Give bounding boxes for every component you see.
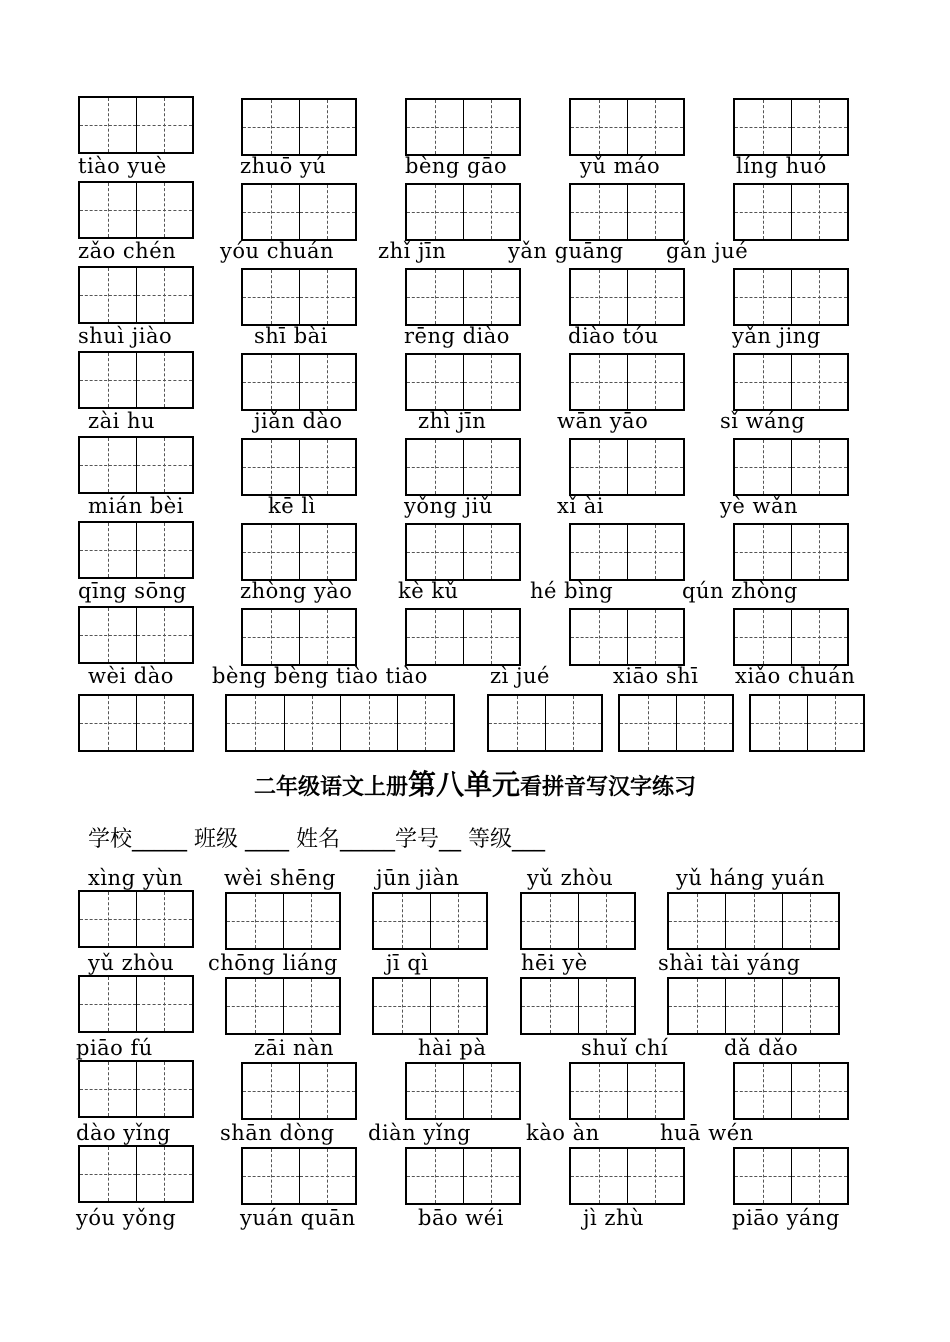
- character-writing-grid[interactable]: [241, 268, 357, 326]
- character-writing-grid[interactable]: [78, 181, 194, 239]
- pinyin-label: qún zhòng: [682, 579, 798, 603]
- writing-cell[interactable]: [80, 98, 136, 152]
- pinyin-label: xǐ ài: [557, 494, 604, 518]
- character-writing-grid[interactable]: [78, 1145, 194, 1203]
- writing-cell[interactable]: [80, 523, 136, 577]
- writing-cell[interactable]: [782, 979, 838, 1033]
- character-writing-grid[interactable]: [405, 268, 521, 326]
- pinyin-label: zǎo chén: [78, 239, 177, 263]
- writing-cell[interactable]: [136, 608, 192, 662]
- writing-cell[interactable]: [735, 440, 791, 494]
- pinyin-label: yǔ háng yuán: [676, 866, 826, 890]
- pinyin-label: diào tóu: [568, 324, 659, 348]
- character-writing-grid[interactable]: [78, 975, 194, 1033]
- character-writing-grid[interactable]: [733, 98, 849, 156]
- writing-cell[interactable]: [80, 608, 136, 662]
- character-writing-grid[interactable]: [78, 606, 194, 664]
- writing-cell[interactable]: [136, 183, 192, 237]
- character-writing-grid[interactable]: [241, 98, 357, 156]
- writing-cell[interactable]: [669, 979, 725, 1033]
- writing-cell[interactable]: [627, 355, 683, 409]
- pinyin-label: zhòng yào: [240, 579, 353, 603]
- pinyin-label: rēng diào: [404, 324, 510, 348]
- writing-cell[interactable]: [407, 525, 463, 579]
- pinyin-label: shuì jiào: [78, 324, 173, 348]
- pinyin-label: wèi shēng: [224, 866, 336, 890]
- pinyin-label: zài hu: [88, 409, 156, 433]
- writing-cell[interactable]: [340, 696, 397, 750]
- writing-cell[interactable]: [725, 979, 781, 1033]
- writing-cell[interactable]: [136, 268, 192, 322]
- pinyin-label: wān yāo: [557, 409, 649, 433]
- writing-cell[interactable]: [80, 1147, 136, 1201]
- pinyin-label: yuán quān: [240, 1206, 356, 1230]
- character-writing-grid[interactable]: [225, 977, 341, 1035]
- pinyin-label: jì zhù: [583, 1206, 645, 1230]
- pinyin-label: bèng gāo: [405, 154, 508, 178]
- character-writing-grid[interactable]: [372, 892, 488, 950]
- pinyin-label: xìng yùn: [88, 866, 184, 890]
- pinyin-label: yóu yǒng: [76, 1206, 177, 1230]
- writing-cell[interactable]: [782, 894, 838, 948]
- character-writing-grid[interactable]: [405, 608, 521, 666]
- pinyin-label: líng huó: [736, 154, 827, 178]
- character-writing-grid[interactable]: [78, 266, 194, 324]
- writing-cell[interactable]: [407, 1064, 463, 1118]
- writing-cell[interactable]: [243, 270, 299, 324]
- pinyin-label: chōng liáng: [208, 951, 338, 975]
- writing-cell[interactable]: [669, 894, 725, 948]
- writing-cell[interactable]: [571, 525, 627, 579]
- writing-cell[interactable]: [627, 270, 683, 324]
- writing-cell[interactable]: [571, 1149, 627, 1203]
- writing-cell[interactable]: [578, 979, 634, 1033]
- writing-cell[interactable]: [407, 1149, 463, 1203]
- character-writing-grid[interactable]: [78, 694, 194, 752]
- character-writing-grid[interactable]: [405, 183, 521, 241]
- writing-cell[interactable]: [735, 1149, 791, 1203]
- character-writing-grid[interactable]: [241, 183, 357, 241]
- character-writing-grid[interactable]: [241, 523, 357, 581]
- writing-cell[interactable]: [80, 268, 136, 322]
- writing-cell[interactable]: [571, 610, 627, 664]
- pinyin-label: zì jué: [490, 664, 550, 688]
- writing-cell[interactable]: [791, 1149, 847, 1203]
- pinyin-label: sǐ wáng: [720, 409, 806, 433]
- writing-cell[interactable]: [627, 1149, 683, 1203]
- pinyin-label: yè wǎn: [720, 494, 798, 518]
- writing-cell[interactable]: [397, 696, 454, 750]
- character-writing-grid[interactable]: [520, 977, 636, 1035]
- writing-cell[interactable]: [136, 1062, 192, 1116]
- writing-cell[interactable]: [136, 438, 192, 492]
- writing-cell[interactable]: [227, 696, 284, 750]
- writing-cell[interactable]: [374, 979, 430, 1033]
- character-writing-grid[interactable]: [733, 183, 849, 241]
- writing-cell[interactable]: [283, 894, 339, 948]
- character-writing-grid[interactable]: [241, 1062, 357, 1120]
- character-writing-grid[interactable]: [667, 892, 840, 950]
- writing-cell[interactable]: [571, 1064, 627, 1118]
- character-writing-grid[interactable]: [225, 892, 341, 950]
- writing-cell[interactable]: [735, 1064, 791, 1118]
- character-writing-grid[interactable]: [569, 438, 685, 496]
- writing-cell[interactable]: [791, 610, 847, 664]
- writing-cell[interactable]: [791, 185, 847, 239]
- writing-cell[interactable]: [136, 523, 192, 577]
- writing-cell[interactable]: [136, 98, 192, 152]
- writing-cell[interactable]: [627, 185, 683, 239]
- writing-cell[interactable]: [299, 610, 355, 664]
- pinyin-label: zāi nàn: [254, 1036, 335, 1060]
- character-writing-grid[interactable]: [225, 694, 455, 752]
- writing-cell[interactable]: [578, 894, 634, 948]
- writing-cell[interactable]: [299, 185, 355, 239]
- character-writing-grid[interactable]: [733, 353, 849, 411]
- pinyin-label: gǎn jué: [666, 239, 749, 263]
- character-writing-grid[interactable]: [618, 694, 734, 752]
- pinyin-label: kē lì: [268, 494, 316, 518]
- pinyin-label: qīng sōng: [78, 579, 187, 603]
- pinyin-label: yóu chuán: [220, 239, 335, 263]
- writing-cell[interactable]: [407, 610, 463, 664]
- writing-cell[interactable]: [791, 1064, 847, 1118]
- pinyin-label: bèng bèng tiào tiào: [212, 664, 428, 688]
- writing-cell[interactable]: [620, 696, 676, 750]
- character-writing-grid[interactable]: [78, 521, 194, 579]
- pinyin-label: dǎ dǎo: [724, 1036, 799, 1060]
- pinyin-label: piāo fú: [76, 1036, 153, 1060]
- pinyin-label: zhì jīn: [418, 409, 487, 433]
- writing-cell[interactable]: [463, 270, 519, 324]
- pinyin-label: piāo yáng: [732, 1206, 840, 1230]
- pinyin-label: shī bài: [254, 324, 328, 348]
- writing-cell[interactable]: [571, 440, 627, 494]
- writing-cell[interactable]: [571, 100, 627, 154]
- writing-cell[interactable]: [284, 696, 341, 750]
- pinyin-label: hé bìng: [530, 579, 614, 603]
- writing-cell[interactable]: [522, 894, 578, 948]
- writing-cell[interactable]: [407, 185, 463, 239]
- character-writing-grid[interactable]: [78, 96, 194, 154]
- writing-cell[interactable]: [299, 440, 355, 494]
- pinyin-label: zhǐ jīn: [378, 239, 447, 263]
- pinyin-label: wèi dào: [88, 664, 174, 688]
- character-writing-grid[interactable]: [733, 523, 849, 581]
- writing-cell[interactable]: [463, 1149, 519, 1203]
- writing-cell[interactable]: [407, 270, 463, 324]
- writing-cell[interactable]: [791, 270, 847, 324]
- writing-cell[interactable]: [243, 1064, 299, 1118]
- character-writing-grid[interactable]: [405, 1147, 521, 1205]
- writing-cell[interactable]: [227, 894, 283, 948]
- character-writing-grid[interactable]: [569, 1062, 685, 1120]
- pinyin-label: hài pà: [418, 1036, 487, 1060]
- pinyin-label: kè kǔ: [398, 579, 459, 603]
- character-writing-grid[interactable]: [569, 98, 685, 156]
- writing-cell[interactable]: [807, 696, 863, 750]
- title-grade: 二年级语文上册: [253, 775, 408, 800]
- character-writing-grid[interactable]: [78, 890, 194, 948]
- writing-cell[interactable]: [243, 100, 299, 154]
- pinyin-label: jī qì: [386, 951, 429, 975]
- character-writing-grid[interactable]: [733, 1062, 849, 1120]
- pinyin-label: zhuō yú: [240, 154, 327, 178]
- writing-cell[interactable]: [735, 100, 791, 154]
- pinyin-label: xiǎo chuán: [735, 664, 856, 688]
- pinyin-label: mián bèi: [88, 494, 184, 518]
- writing-cell[interactable]: [283, 979, 339, 1033]
- pinyin-label: bāo wéi: [418, 1206, 504, 1230]
- writing-cell[interactable]: [522, 979, 578, 1033]
- character-writing-grid[interactable]: [78, 436, 194, 494]
- writing-cell[interactable]: [791, 355, 847, 409]
- writing-cell[interactable]: [136, 1147, 192, 1201]
- writing-cell[interactable]: [136, 353, 192, 407]
- character-writing-grid[interactable]: [569, 268, 685, 326]
- writing-cell[interactable]: [136, 696, 192, 750]
- writing-cell[interactable]: [725, 894, 781, 948]
- pinyin-label: jūn jiàn: [376, 866, 460, 890]
- writing-cell[interactable]: [463, 1064, 519, 1118]
- writing-cell[interactable]: [676, 696, 732, 750]
- writing-cell[interactable]: [243, 1149, 299, 1203]
- writing-cell[interactable]: [299, 100, 355, 154]
- character-writing-grid[interactable]: [569, 1147, 685, 1205]
- writing-cell[interactable]: [463, 100, 519, 154]
- pinyin-label: yǔ zhòu: [88, 951, 175, 975]
- writing-cell[interactable]: [463, 440, 519, 494]
- character-writing-grid[interactable]: [405, 438, 521, 496]
- character-writing-grid[interactable]: [749, 694, 865, 752]
- character-writing-grid[interactable]: [405, 98, 521, 156]
- writing-cell[interactable]: [80, 353, 136, 407]
- pinyin-label: yǔ máo: [580, 154, 661, 178]
- writing-cell[interactable]: [80, 892, 136, 946]
- writing-cell[interactable]: [243, 525, 299, 579]
- character-writing-grid[interactable]: [78, 351, 194, 409]
- character-writing-grid[interactable]: [733, 608, 849, 666]
- writing-cell[interactable]: [299, 1149, 355, 1203]
- title-unit: 第八单元: [407, 768, 520, 801]
- writing-cell[interactable]: [243, 355, 299, 409]
- character-writing-grid[interactable]: [733, 438, 849, 496]
- character-writing-grid[interactable]: [241, 1147, 357, 1205]
- writing-cell[interactable]: [545, 696, 601, 750]
- character-writing-grid[interactable]: [405, 1062, 521, 1120]
- writing-cell[interactable]: [735, 355, 791, 409]
- character-writing-grid[interactable]: [733, 268, 849, 326]
- character-writing-grid[interactable]: [569, 523, 685, 581]
- character-writing-grid[interactable]: [733, 1147, 849, 1205]
- writing-cell[interactable]: [735, 525, 791, 579]
- writing-cell[interactable]: [407, 355, 463, 409]
- pinyin-label: yǒng jiǔ: [404, 494, 493, 518]
- student-info-line: 学校_____ 班级 ____ 姓名_____学号__ 等级___: [88, 827, 545, 852]
- character-writing-grid[interactable]: [487, 694, 603, 752]
- pinyin-label: yǔ zhòu: [527, 866, 614, 890]
- writing-cell[interactable]: [299, 270, 355, 324]
- writing-cell[interactable]: [627, 525, 683, 579]
- writing-cell[interactable]: [374, 894, 430, 948]
- writing-cell[interactable]: [463, 525, 519, 579]
- writing-cell[interactable]: [299, 1064, 355, 1118]
- character-writing-grid[interactable]: [372, 977, 488, 1035]
- writing-cell[interactable]: [735, 185, 791, 239]
- writing-cell[interactable]: [463, 355, 519, 409]
- writing-cell[interactable]: [430, 894, 486, 948]
- writing-cell[interactable]: [735, 610, 791, 664]
- pinyin-label: jiǎn dào: [254, 409, 343, 433]
- pinyin-label: tiào yuè: [78, 154, 167, 178]
- pinyin-label: kào àn: [526, 1121, 600, 1145]
- writing-cell[interactable]: [463, 185, 519, 239]
- writing-cell[interactable]: [735, 270, 791, 324]
- character-writing-grid[interactable]: [405, 523, 521, 581]
- writing-cell[interactable]: [430, 979, 486, 1033]
- pinyin-label: yǎn jing: [732, 324, 821, 348]
- pinyin-label: dào yǐng: [76, 1121, 171, 1145]
- writing-cell[interactable]: [80, 183, 136, 237]
- writing-cell[interactable]: [80, 696, 136, 750]
- pinyin-label: huā wén: [660, 1121, 754, 1145]
- character-writing-grid[interactable]: [520, 892, 636, 950]
- pinyin-label: shuǐ chí: [581, 1036, 669, 1060]
- writing-cell[interactable]: [243, 610, 299, 664]
- character-writing-grid[interactable]: [569, 353, 685, 411]
- writing-cell[interactable]: [571, 185, 627, 239]
- writing-cell[interactable]: [791, 440, 847, 494]
- writing-cell[interactable]: [791, 100, 847, 154]
- character-writing-grid[interactable]: [241, 438, 357, 496]
- writing-cell[interactable]: [463, 610, 519, 664]
- writing-cell[interactable]: [80, 1062, 136, 1116]
- pinyin-label: xiāo shī: [613, 664, 699, 688]
- writing-cell[interactable]: [627, 1064, 683, 1118]
- pinyin-label: shài tài yáng: [658, 951, 801, 975]
- writing-cell[interactable]: [751, 696, 807, 750]
- writing-cell[interactable]: [136, 977, 192, 1031]
- writing-cell[interactable]: [299, 525, 355, 579]
- writing-cell[interactable]: [627, 440, 683, 494]
- character-writing-grid[interactable]: [78, 1060, 194, 1118]
- pinyin-label: shān dòng: [220, 1121, 335, 1145]
- writing-cell[interactable]: [136, 892, 192, 946]
- character-writing-grid[interactable]: [569, 608, 685, 666]
- pinyin-label: hēi yè: [521, 951, 588, 975]
- writing-cell[interactable]: [243, 440, 299, 494]
- character-writing-grid[interactable]: [241, 608, 357, 666]
- pinyin-label: diàn yǐng: [368, 1121, 471, 1145]
- title-exercise: 看拼音写汉字练习: [520, 775, 697, 800]
- pinyin-label: yǎn guāng: [508, 239, 624, 263]
- writing-cell[interactable]: [627, 100, 683, 154]
- character-writing-grid[interactable]: [405, 353, 521, 411]
- writing-cell[interactable]: [407, 440, 463, 494]
- writing-cell[interactable]: [80, 438, 136, 492]
- writing-cell[interactable]: [571, 355, 627, 409]
- writing-cell[interactable]: [627, 610, 683, 664]
- character-writing-grid[interactable]: [241, 353, 357, 411]
- writing-cell[interactable]: [489, 696, 545, 750]
- worksheet-title: [0, 763, 950, 803]
- writing-cell[interactable]: [407, 100, 463, 154]
- character-writing-grid[interactable]: [667, 977, 840, 1035]
- writing-cell[interactable]: [791, 525, 847, 579]
- writing-cell[interactable]: [80, 977, 136, 1031]
- writing-cell[interactable]: [227, 979, 283, 1033]
- writing-cell[interactable]: [243, 185, 299, 239]
- character-writing-grid[interactable]: [569, 183, 685, 241]
- writing-cell[interactable]: [299, 355, 355, 409]
- writing-cell[interactable]: [571, 270, 627, 324]
